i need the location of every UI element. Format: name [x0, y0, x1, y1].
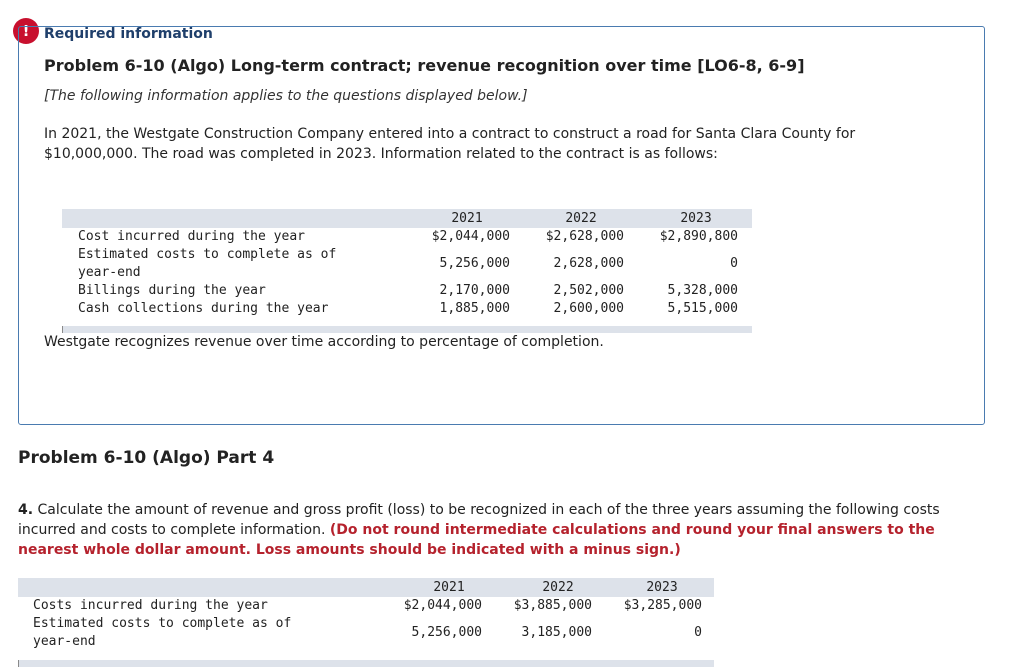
- table-cell: 1,885,000: [439, 301, 510, 316]
- table-cell: 2,600,000: [553, 301, 624, 316]
- year-header: 2021: [451, 211, 483, 226]
- contract-info-table: [62, 209, 752, 333]
- required-information-label: Required information: [44, 26, 213, 42]
- table-cell: 5,256,000: [411, 625, 482, 640]
- table-cell: 5,328,000: [667, 283, 738, 298]
- info-note: [The following information applies to the questions displayed below.]: [44, 88, 528, 104]
- row-label: year-end: [78, 265, 141, 280]
- table-footer-divider: [18, 660, 19, 667]
- part4-cost-table: [18, 578, 714, 672]
- alert-icon: !: [13, 18, 39, 44]
- row-label: Costs incurred during the year: [33, 598, 268, 613]
- recognition-method-text: Westgate recognizes revenue over time according to percentage of completion.: [44, 334, 604, 350]
- row-label: Cash collections during the year: [78, 301, 329, 316]
- row-label: Billings during the year: [78, 283, 266, 298]
- table-cell: 2,170,000: [439, 283, 510, 298]
- row-label: Estimated costs to complete as of: [33, 616, 292, 631]
- table-cell: 2,628,000: [553, 256, 624, 271]
- year-header: 2022: [565, 211, 597, 226]
- year-header: 2022: [542, 580, 574, 595]
- table-cell: 5,256,000: [439, 256, 510, 271]
- year-header: 2021: [433, 580, 465, 595]
- table-footer-divider: [62, 326, 63, 333]
- question-body: Calculate the amount of revenue and gross profit (loss) to be recognized in each of the three years assuming the following costs incurred and costs to complete information.: [18, 502, 940, 538]
- problem-title: Problem 6-10 (Algo) Long-term contract; revenue recognition over time [LO6-8, 6-9]: [44, 56, 805, 75]
- question-text: [18, 500, 978, 560]
- table-header-band: [62, 209, 752, 228]
- table-footer-band: [18, 660, 714, 667]
- table-cell: 3,185,000: [521, 625, 592, 640]
- year-header: 2023: [680, 211, 712, 226]
- table-cell: $3,285,000: [623, 598, 702, 613]
- question-instructions: (Do not round intermediate calculations and round your final answers to the nearest whole dollar amount. Loss amounts should be indicated with a minus sign.): [18, 522, 935, 558]
- row-label: Estimated costs to complete as of: [78, 247, 337, 262]
- table-cell: $2,044,000: [431, 229, 510, 244]
- part-title: Problem 6-10 (Algo) Part 4: [18, 448, 275, 468]
- problem-intro: In 2021, the Westgate Construction Company entered into a contract to construct a road for Santa Clara County for $10,000,000. The road was completed in 2023. Information related to the contract is as follows:: [44, 126, 856, 162]
- table-footer-band: [62, 326, 752, 333]
- question-number: 4.: [18, 502, 34, 518]
- table-cell: 2,502,000: [553, 283, 624, 298]
- table-cell: $2,890,800: [659, 229, 738, 244]
- table-header-band: [18, 578, 714, 597]
- table-cell: 0: [694, 625, 702, 640]
- year-header: 2023: [646, 580, 678, 595]
- table-cell: $3,885,000: [513, 598, 592, 613]
- table-cell: $2,628,000: [545, 229, 624, 244]
- table-cell: 0: [730, 256, 738, 271]
- table-cell: 5,515,000: [667, 301, 738, 316]
- row-label: Cost incurred during the year: [78, 229, 305, 244]
- row-label: year-end: [33, 634, 96, 649]
- table-cell: $2,044,000: [403, 598, 482, 613]
